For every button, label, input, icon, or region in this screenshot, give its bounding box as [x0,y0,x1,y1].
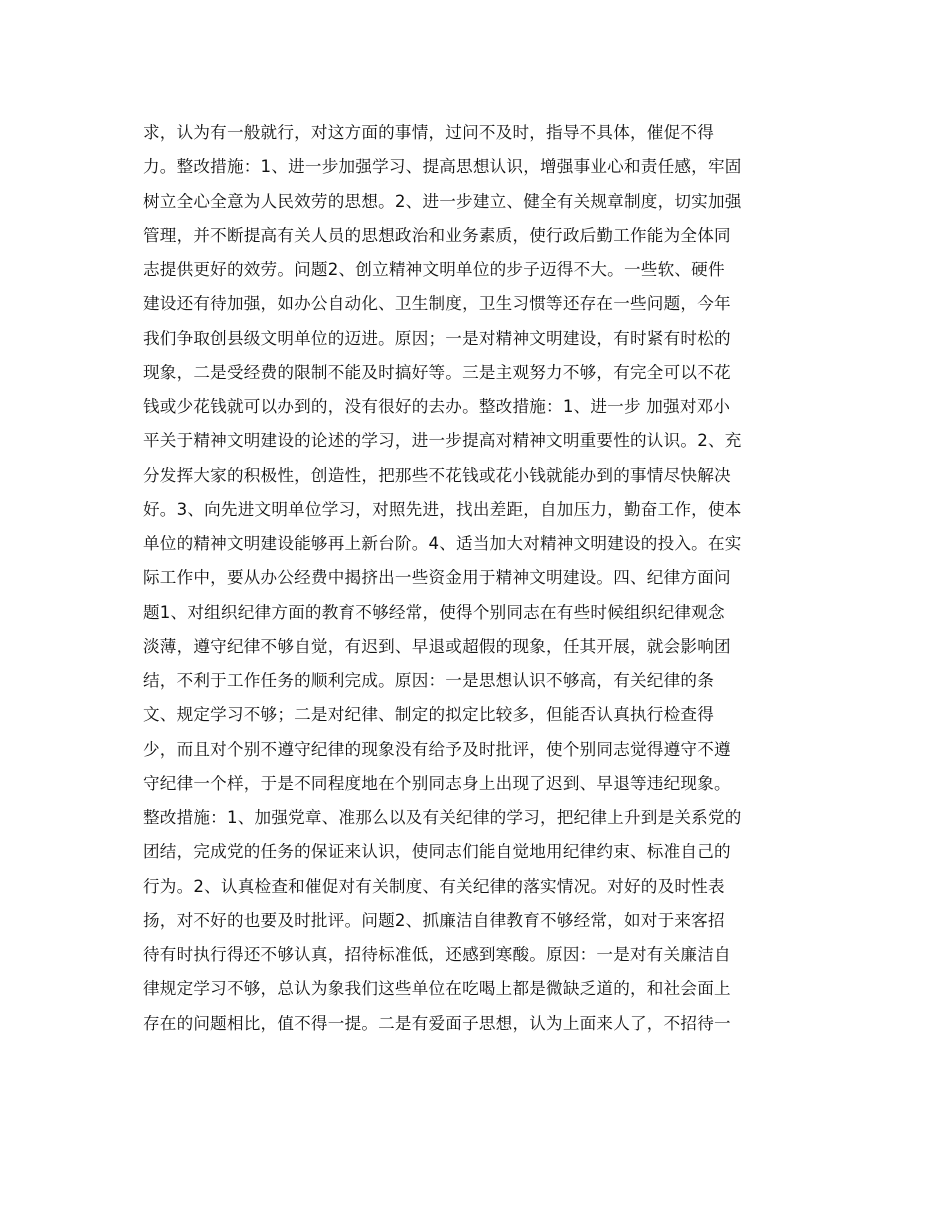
text-line: 题1、对组织纪律方面的教育不够经常，使得个别同志在有些时候组织纪律观念 [143,602,725,622]
text-line: 现象，二是受经费的限制不能及时搞好等。三是主观努力不够，有完全可以不花 [143,362,731,382]
text-line: 扬，对不好的也要及时批评。问题2、抓廉洁自律教育不够经常，如对于来客招 [143,910,725,930]
text-line: 建设还有待加强，如办公自动化、卫生制度，卫生习惯等还存在一些问题，今年 [143,294,731,314]
text-line: 际工作中，要从办公经费中揭挤出一些资金用于精神文明建设。四、纪律方面问 [143,568,731,588]
text-line: 律规定学习不够，总认为象我们这些单位在吃喝上都是微缺乏道的，和社会面上 [143,979,731,999]
text-line: 单位的精神文明建设能够再上新台阶。4、适当加大对精神文明建设的投入。在实 [143,534,742,553]
text-line: 行为。2、认真检查和催促对有关制度、有关纪律的落实情况。对好的及时性表 [143,876,725,896]
text-line: 力。整改措施：1、进一步加强学习、提高思想认识，增强事业心和责任感，牢固 [143,157,742,177]
text-line: 志提供更好的效劳。问题2、创立精神文明单位的步子迈得不大。一些软、硬件 [143,260,725,279]
text-line: 管理，并不断提高有关人员的思想政治和业务素质，使行政后勤工作能为全体同 [143,225,731,245]
text-line: 少，而且对个别不遵守纪律的现象没有给予及时批评，使个别同志觉得遵守不遵 [143,739,731,759]
text-line: 团结，完成党的任务的保证来认识，使同志们能自觉地用纪律约束、标准自己的 [143,842,731,862]
text-line: 待有时执行得还不够认真，招待标准低，还感到寒酸。原因：一是对有关廉洁自 [143,945,731,964]
text-line: 树立全心全意为人民效劳的思想。2、进一步建立、健全有关规章制度，切实加强 [143,191,742,211]
text-line: 存在的问题相比，值不得一提。二是有爱面子思想，认为上面来人了，不招待一 [143,1013,731,1033]
text-line: 分发挥大家的积极性，创造性，把那些不花钱或花小钱就能办到的事情尽快解决 [143,465,731,485]
body-text [143,116,813,1041]
text-line: 整改措施：1、加强党章、准那么以及有关纪律的学习，把纪律上升到是关系党的 [143,808,742,827]
text-line: 求，认为有一般就行，对这方面的事情，过问不及时，指导不具体，催促不得 [143,123,714,142]
text-line: 结，不利于工作任务的顺利完成。原因：一是思想认识不够高，有关纪律的条 [143,671,714,690]
text-line: 淡薄，遵守纪律不够自觉，有迟到、早退或超假的现象，任其开展，就会影响团 [143,636,731,656]
text-line: 钱或少花钱就可以办到的，没有很好的去办。整改措施：1、进一步 加强对邓小 [143,397,731,416]
text-line: 好。3、向先进文明单位学习，对照先进，找出差距，自加压力，勤奋工作，使本 [143,499,742,519]
text-line: 我们争取创县级文明单位的迈进。原因；一是对精神文明建设，有时紧有时松的 [143,328,731,348]
text-line: 文、规定学习不够；二是对纪律、制定的拟定比较多，但能否认真执行检查得 [143,705,714,725]
text-line: 守纪律一个样，于是不同程度地在个别同志身上出现了迟到、早退等违纪现象。 [143,773,731,793]
text-line: 平关于精神文明建设的论述的学习，进一步提高对精神文明重要性的认识。2、充 [143,431,742,451]
